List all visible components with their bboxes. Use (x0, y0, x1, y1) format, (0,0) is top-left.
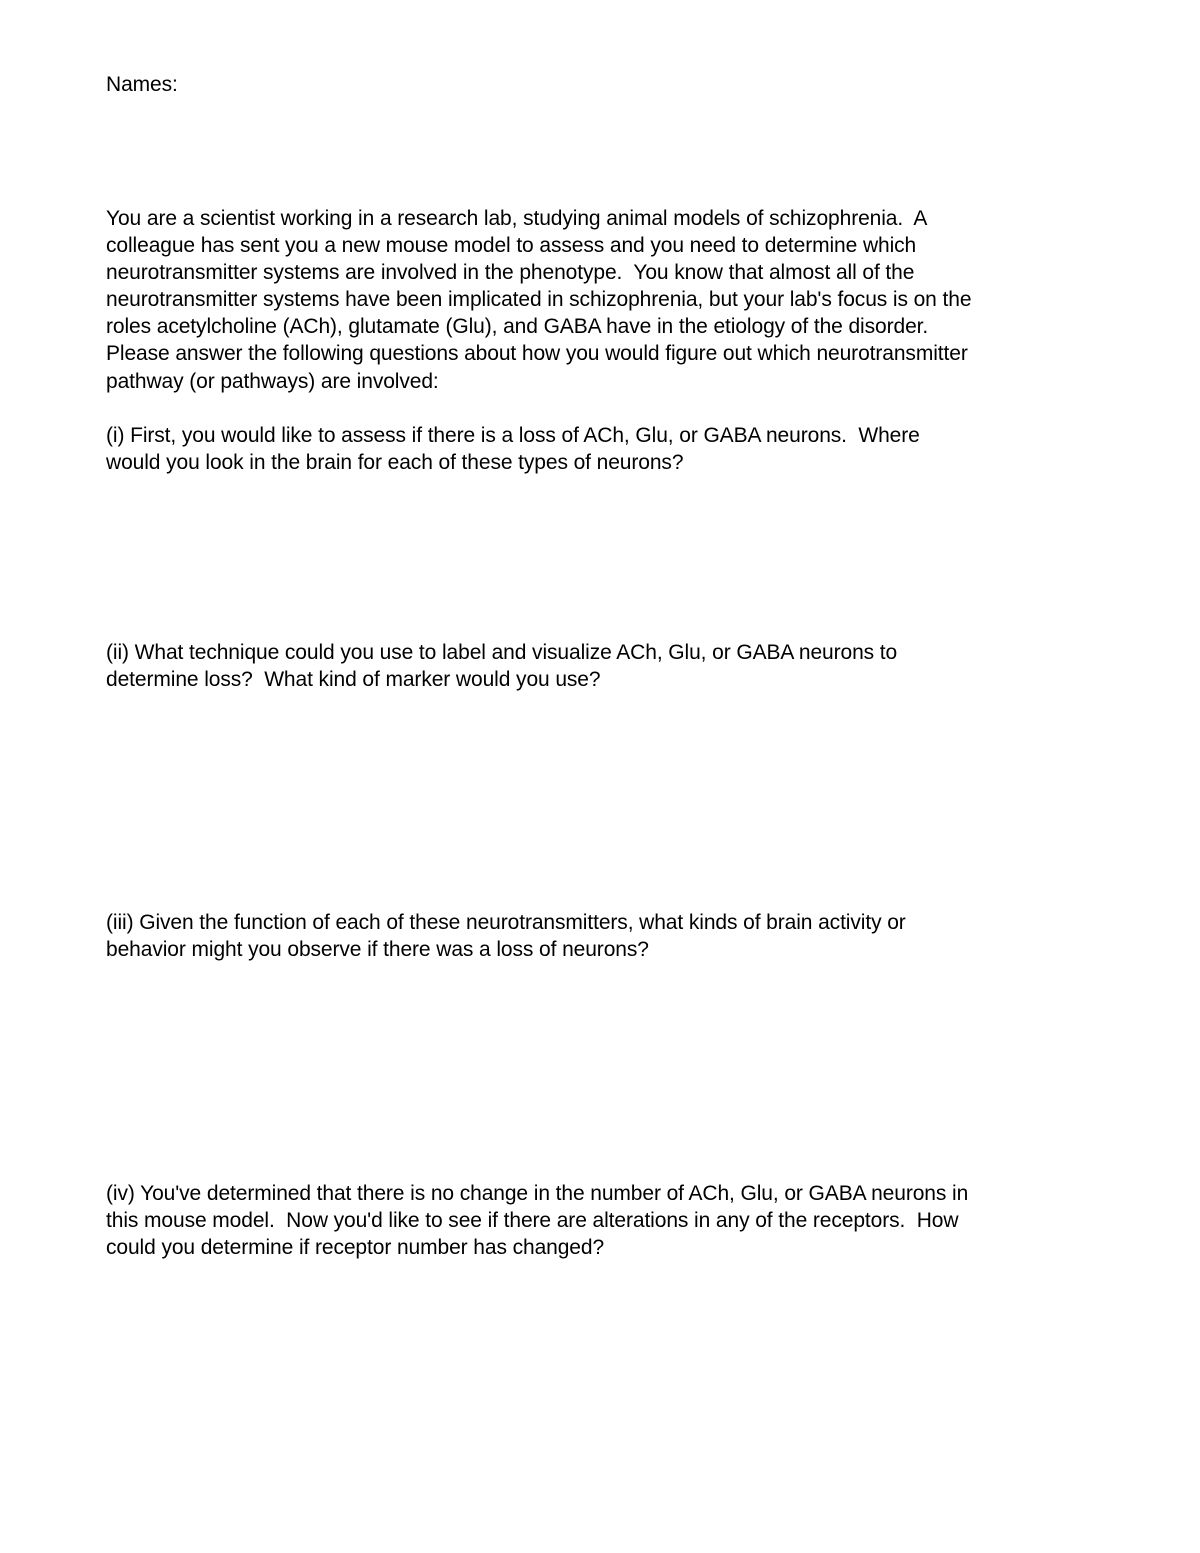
intro-line: neurotransmitter systems have been implicated in schizophrenia, but your lab's focus is on the (106, 288, 972, 312)
intro-line: You are a scientist working in a research lab, studying animal models of schizophrenia. A (106, 207, 928, 230)
intro-line: neurotransmitter systems are involved in the phenotype. You know that almost all of the (106, 261, 915, 285)
names-label (106, 71, 1106, 98)
question-line: could you determine if receptor number has changed? (106, 1236, 605, 1260)
question-line: (iii) Given the function of each of these neurotransmitters, what kinds of brain activity or (106, 911, 906, 934)
question-iv (106, 1180, 1106, 1261)
question-line: would you look in the brain for each of these types of neurons? (106, 451, 684, 475)
intro-line: colleague has sent you a new mouse model to assess and you need to determine which (106, 234, 917, 258)
question-line: (ii) What technique could you use to label and visualize ACh, Glu, or GABA neurons to (106, 641, 898, 664)
question-iii (106, 909, 1106, 963)
intro-line: Please answer the following questions about how you would figure out which neurotransmitter (106, 342, 968, 366)
intro-line: roles acetylcholine (ACh), glutamate (Glu), and GABA have in the etiology of the disorder. (106, 315, 929, 339)
intro-line: pathway (or pathways) are involved: (106, 369, 439, 393)
question-line: (iv) You've determined that there is no change in the number of ACh, Glu, or GABA neurons in (106, 1182, 969, 1205)
question-line: behavior might you observe if there was a loss of neurons? (106, 938, 649, 962)
question-ii (106, 639, 1106, 693)
names-label-text: Names: (106, 73, 178, 96)
question-line: this mouse model. Now you'd like to see if there are alterations in any of the receptors. How (106, 1209, 959, 1233)
intro-paragraph (106, 205, 1106, 395)
question-i (106, 422, 1106, 476)
question-line: (i) First, you would like to assess if there is a loss of ACh, Glu, or GABA neurons. Where (106, 424, 920, 447)
question-line: determine loss? What kind of marker would you use? (106, 668, 601, 692)
